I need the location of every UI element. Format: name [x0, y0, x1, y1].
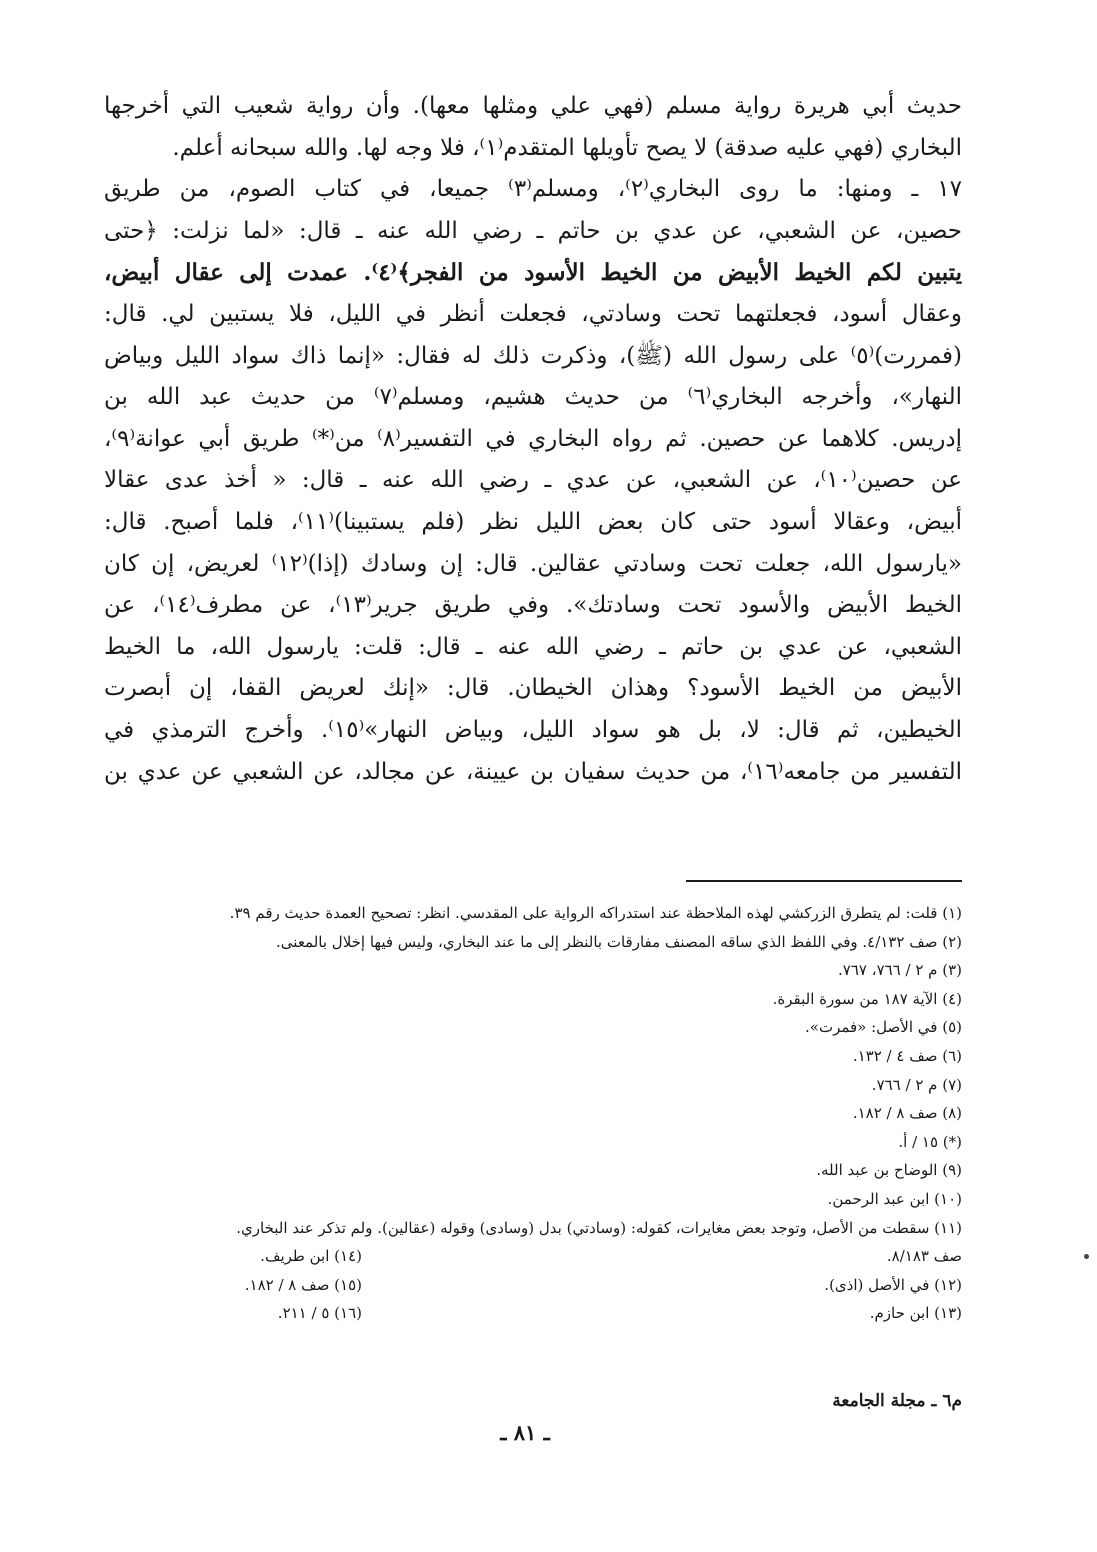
- footnote: (١٢) في الأصل (اذى).: [824, 1275, 962, 1294]
- body-line: إدريس. كلاهما عن حصين. ثم رواه البخاري في التفسير⁽٨⁾ من⁽*⁾ طريق أبي عوانة⁽٩⁾،: [104, 425, 962, 452]
- body-line: ١٧ ـ ومنها: ما روى البخاري⁽٢⁾، ومسلم⁽٣⁾ جميعا، في كتاب الصوم، من طريق: [104, 176, 962, 203]
- footnote: (١) قلت: لم يتطرق الزركشي لهذه الملاحظة عند استدراكه الرواية على المقدسي. انظر: تصحيح العمدة حديث رقم ٣٩.: [229, 904, 962, 922]
- footnote: (١٤) ابن طريف.: [260, 1247, 362, 1266]
- footnote-continuation: صف ٨/١٨٣.: [886, 1247, 962, 1266]
- body-line: النهار»، وأخرجه البخاري⁽٦⁾ من حديث هشيم، ومسلم⁽٧⁾ من حديث عبد الله بن: [104, 384, 962, 411]
- body-line: عن حصين⁽١٠⁾، عن الشعبي، عن عدي ـ رضي الله عنه ـ قال: « أخذ عدى عقالا: [104, 467, 962, 494]
- footnote: (٣) م ٢ / ٧٦٦، ٧٦٧.: [838, 961, 962, 980]
- footnote-column-right: [542, 1242, 962, 1328]
- footnotes-section: [104, 899, 962, 1328]
- footnote: (٩) الوضاح بن عبد الله.: [816, 1161, 962, 1180]
- footnote: (٢) صف ٤/١٣٢. وفي اللفظ الذي ساقه المصنف مفارقات بالنظر إلى ما عند البخاري، وليس فيها إخلال بالمعنى.: [276, 932, 962, 951]
- main-body-text: [104, 86, 962, 793]
- body-line: الخيط الأبيض والأسود تحت وسادتك». وفي طريق جرير⁽١٣⁾، عن مطرف⁽١٤⁾، عن: [104, 592, 963, 619]
- footnote: (١٠) ابن عبد الرحمن.: [827, 1189, 962, 1208]
- journal-signature: م٦ ـ مجلة الجامعة: [832, 1391, 962, 1411]
- body-line: الشعبي، عن عدي بن حاتم ـ رضي الله عنه ـ قال: قلت: يارسول الله، ما الخيط: [104, 633, 962, 660]
- body-line: التفسير من جامعه⁽١٦⁾، من حديث سفيان بن عيينة، عن مجالد، عن الشعبي عن عدي بن: [104, 758, 962, 785]
- body-line: أبيض، وعقالا أسود حتى كان بعض الليل نظر (فلم يستبينا)⁽١١⁾، فلما أصبح. قال:: [104, 508, 963, 535]
- body-line: حصين، عن الشعبي، عن عدي بن حاتم ـ رضي الله عنه ـ قال: «لما نزلت: ﴿حتى: [104, 217, 962, 244]
- footnote: (٤) الآية ١٨٧ من سورة البقرة.: [772, 989, 962, 1008]
- body-line: الخيطين، ثم قال: لا، بل هو سواد الليل، وبياض النهار»⁽١٥⁾. وأخرج الترمذي في: [104, 716, 963, 743]
- body-line: الأبيض من الخيط الأسود؟ وهذان الخيطان. قال: «إنك لعريض القفا، إن أبصرت: [104, 675, 962, 702]
- footnote-divider: [686, 880, 962, 882]
- body-line: (فمررت)⁽٥⁾ على رسول الله (ﷺ)، وذكرت ذلك له فقال: «إنما ذاك سواد الليل وبياض: [104, 342, 962, 369]
- footnote: (٨) صف ٨ / ١٨٢.: [852, 1104, 962, 1123]
- footnote: (١٦) ٥ / ٢١١.: [277, 1304, 362, 1323]
- body-line: حديث أبي هريرة رواية مسلم (فهي علي ومثلها معها). وأن رواية شعيب التي أخرجها: [104, 93, 962, 119]
- footnote: (٥) في الأصل: «فمرت».: [805, 1018, 962, 1037]
- body-line-quran-verse: يتبين لكم الخيط الأبيض من الخيط الأسود من الفجر﴾⁽٤⁾. عمدت إلى عقال أبيض،: [104, 259, 962, 287]
- footnote: (*) ١٥ / أ.: [898, 1132, 962, 1151]
- body-line: «يارسول الله، جعلت تحت وسادتي عقالين. قال: إن وسادك (إذا)⁽١٢⁾ لعريض، إن كان: [104, 550, 962, 577]
- page-number: ـ ٨١ ـ: [500, 1420, 550, 1445]
- footnote: (٧) م ٢ / ٧٦٦.: [871, 1075, 962, 1094]
- footnote: (١٣) ابن حازم.: [869, 1304, 962, 1323]
- scan-speck: [1084, 1254, 1089, 1259]
- footnote-columns: [104, 1242, 962, 1328]
- body-line: وعقال أسود، فجعلتهما تحت وسادتي، فجعلت أنظر في الليل، فلا يستبين لي. قال:: [104, 300, 962, 327]
- footnote: (١٥) صف ٨ / ١٨٢.: [244, 1275, 362, 1294]
- footnote-column-left: [104, 1242, 362, 1328]
- footnote: (٦) صف ٤ / ١٣٢.: [852, 1046, 962, 1065]
- body-line: البخاري (فهي عليه صدقة) لا يصح تأويلها المتقدم⁽١⁾، فلا وجه لها. والله سبحانه أعلم.: [172, 134, 962, 161]
- footnote: (١١) سقطت من الأصل، وتوجد بعض مغايرات، كقوله: (وسادتي) بدل (وسادى) وقوله (عقالين). ولم تذكر عند البخاري.: [236, 1218, 962, 1237]
